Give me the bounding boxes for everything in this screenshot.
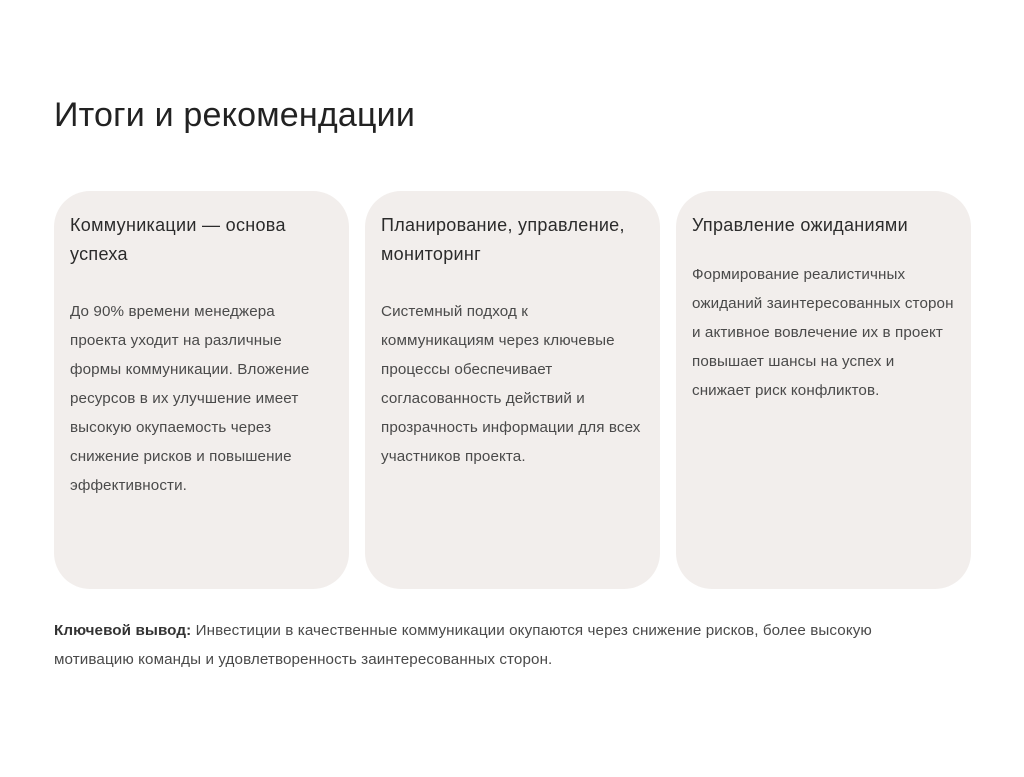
card-body: Системный подход к коммуникациям через ключевые процессы обеспечивает согласованность действий и прозрачность информации для всех участников проекта. — [381, 303, 641, 465]
cards-row — [54, 191, 972, 589]
card-planning — [365, 191, 660, 589]
slide-title: Итоги и рекомендации — [54, 96, 416, 134]
card-body: До 90% времени менеджера проекта уходит на различные формы коммуникации. Вложение ресурсов в их улучшение имеет высокую окупаемость через снижение рисков и повышение эффективности. — [70, 303, 310, 494]
key-conclusion — [54, 616, 954, 674]
card-title: Управление ожиданиями — [692, 215, 908, 235]
conclusion-lead: Ключевой вывод: — [54, 622, 192, 639]
card-body: Формирование реалистичных ожиданий заинтересованных сторон и активное вовлечение их в проект повышает шансы на успех и снижает риск конфликтов. — [692, 266, 954, 399]
conclusion-text: Инвестиции в качественные коммуникации окупаются через снижение рисков, более высокую мотивацию команды и удовлетворенность заинтересованных сторон. — [54, 622, 872, 668]
card-title: Планирование, управление, мониторинг — [381, 215, 625, 264]
card-communications — [54, 191, 349, 589]
card-expectations — [676, 191, 971, 589]
card-title: Коммуникации — основа успеха — [70, 215, 286, 264]
